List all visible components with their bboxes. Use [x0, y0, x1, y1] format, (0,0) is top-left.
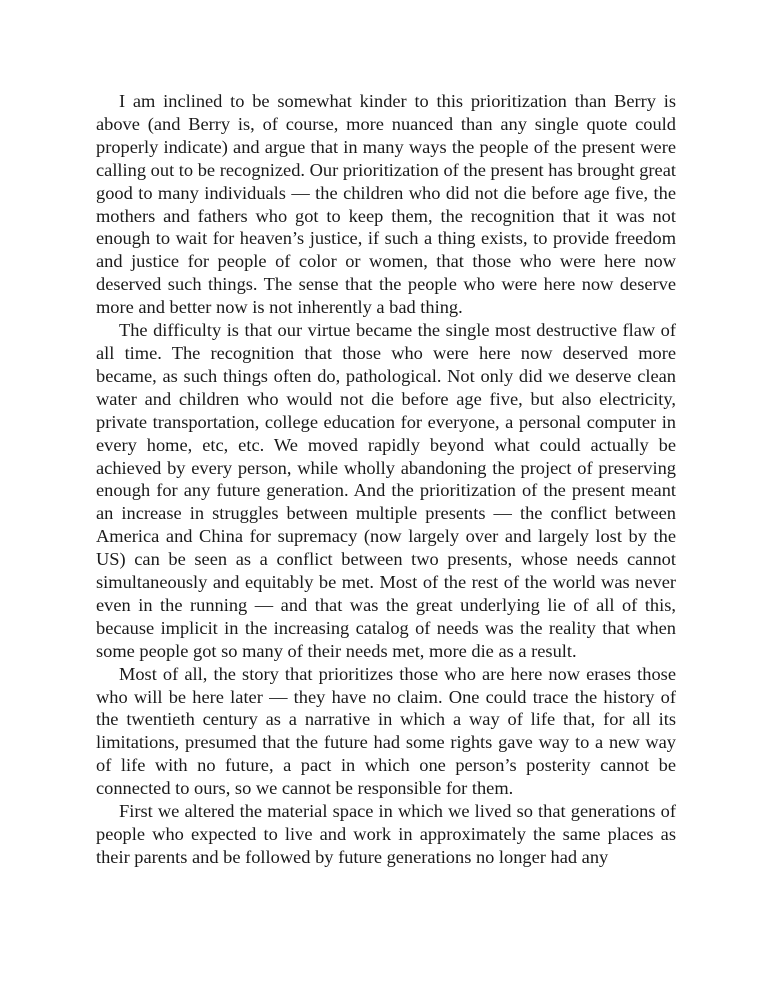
paragraph: I am inclined to be somewhat kinder to this prioritization than Berry is above (and Berry is, of course, more nuanced than any single quote could properly indicate) and argue that in many ways the people of the present were calling out to be recognized. Our prioritization of the present has brought great good to many individuals — the children who did not die before age five, the mothers and fathers who got to keep them, the recognition that it was not enough to wait for heaven’s justice, if such a thing exists, to provide freedom and justice for people of color or women, that those who were here now deserved such things. The sense that the people who were here now deserve more and better now is not inherently a bad thing. — [96, 91, 676, 318]
paragraph: First we altered the material space in which we lived so that generations of people who expected to live and work in approximately the same places as their parents and be followed by future generations no longer had any — [96, 801, 676, 867]
paragraph: Most of all, the story that prioritizes those who are here now erases those who will be here later — they have no claim. One could trace the history of the twentieth century as a narrative in which a way of life that, for all its limitations, presumed that the future had some rights gave way to a new way of life with no future, a pact in which one person’s posterity cannot be connected to ours, so we cannot be responsible for them. — [96, 663, 676, 799]
document-page — [96, 90, 676, 869]
paragraph: The difficulty is that our virtue became the single most destructive flaw of all time. The recognition that those who were here now deserved more became, as such things often do, pathological. Not only did we deserve clean water and children who would not die before age five, but also electricity, private transportation, college education for everyone, a personal computer in every home, etc, etc. We moved rapidly beyond what could actually be achieved by every person, while wholly abandoning the project of preserving enough for any future generation. And the prioritization of the present meant an increase in struggles between multiple presents — the conflict between America and China for supremacy (now largely over and largely lost by the US) can be seen as a conflict between two presents, whose needs cannot simultaneously and equitably be met. Most of the rest of the world was never even in the running — and that was the great underlying lie of all of this, because implicit in the increasing catalog of needs was the reality that when some people got so many of their needs met, more die as a result. — [96, 320, 676, 661]
